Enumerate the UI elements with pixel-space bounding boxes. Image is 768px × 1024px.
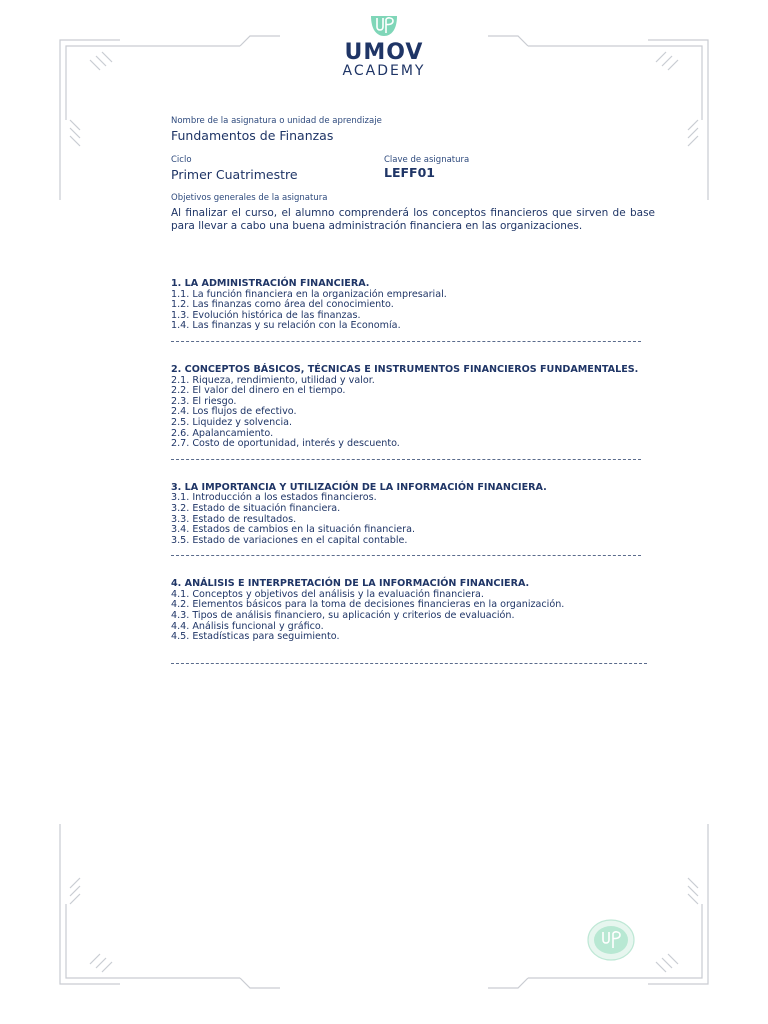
unit-item: 4.1. Conceptos y objetivos del análisis y la evaluación financiera. <box>171 588 484 600</box>
unit-item: 3.1. Introducción a los estados financieros. <box>171 492 377 504</box>
unit-item: 2.7. Costo de oportunidad, interés y descuento. <box>171 438 400 450</box>
unit-item: 2.3. El riesgo. <box>171 395 237 407</box>
course-key: LEFF01 <box>384 165 435 180</box>
unit-title: 3. LA IMPORTANCIA Y UTILIZACIÓN DE LA INFORMACIÓN FINANCIERA. <box>171 481 547 493</box>
brand-logo <box>0 14 768 78</box>
section-divider <box>171 555 641 557</box>
course-name: Fundamentos de Finanzas <box>171 128 334 143</box>
unit-title: 2. CONCEPTOS BÁSICOS, TÉCNICAS E INSTRUMENTOS FINANCIEROS FUNDAMENTALES. <box>171 363 639 375</box>
unit-item: 2.5. Liquidez y solvencia. <box>171 416 293 428</box>
unit-item: 4.5. Estadísticas para seguimiento. <box>171 631 340 643</box>
objectives-text: Al finalizar el curso, el alumno comprenderá los conceptos financieros que sirven de base para llevar a cabo una buena administración financiera en las organizaciones. <box>171 207 655 232</box>
unit-item: 2.2. El valor del dinero en el tiempo. <box>171 385 346 397</box>
units-list <box>171 279 661 687</box>
unit-section <box>171 365 661 461</box>
course-name-label: Nombre de la asignatura o unidad de aprendizaje <box>171 116 382 126</box>
section-divider <box>171 663 647 665</box>
unit-item: 1.3. Evolución histórica de las finanzas. <box>171 309 361 321</box>
brand-name: UMOV <box>344 40 424 65</box>
unit-item: 3.3. Estado de resultados. <box>171 513 297 525</box>
cycle-label: Ciclo <box>171 155 192 165</box>
unit-item: 2.4. Los flujos de efectivo. <box>171 406 297 418</box>
unit-title: 1. LA ADMINISTRACIÓN FINANCIERA. <box>171 278 370 289</box>
unit-section <box>171 483 661 558</box>
unit-item: 4.4. Análisis funcional y gráfico. <box>171 620 324 632</box>
cycle-value: Primer Cuatrimestre <box>171 167 298 182</box>
unit-section <box>171 279 661 343</box>
unit-item: 1.1. La función financiera en la organización empresarial. <box>171 288 447 300</box>
course-key-label: Clave de asignatura <box>384 155 470 165</box>
brand-subtitle: ACADEMY <box>342 63 426 79</box>
objectives-label: Objetivos generales de la asignatura <box>171 193 328 203</box>
umov-leaf-icon <box>367 14 401 40</box>
unit-item: 4.3. Tipos de análisis financiero, su aplicación y criterios de evaluación. <box>171 610 515 622</box>
unit-item: 2.1. Riqueza, rendimiento, utilidad y valor. <box>171 374 375 386</box>
unit-title: 4. ANÁLISIS E INTERPRETACIÓN DE LA INFORMACIÓN FINANCIERA. <box>171 578 530 590</box>
unit-item: 1.4. Las finanzas y su relación con la Economía. <box>171 320 401 332</box>
unit-item: 3.2. Estado de situación financiera. <box>171 502 341 514</box>
unit-item: 4.2. Elementos básicos para la toma de decisiones financieras en la organización. <box>171 599 565 611</box>
section-divider <box>171 459 641 461</box>
section-divider <box>171 341 641 343</box>
unit-item: 3.5. Estado de variaciones en el capital contable. <box>171 534 408 546</box>
umov-seal-watermark <box>586 918 636 962</box>
unit-item: 1.2. Las finanzas como área del conocimiento. <box>171 299 394 311</box>
unit-item: 2.6. Apalancamiento. <box>171 427 274 439</box>
unit-item: 3.4. Estados de cambios en la situación financiera. <box>171 524 416 536</box>
unit-section <box>171 579 661 665</box>
